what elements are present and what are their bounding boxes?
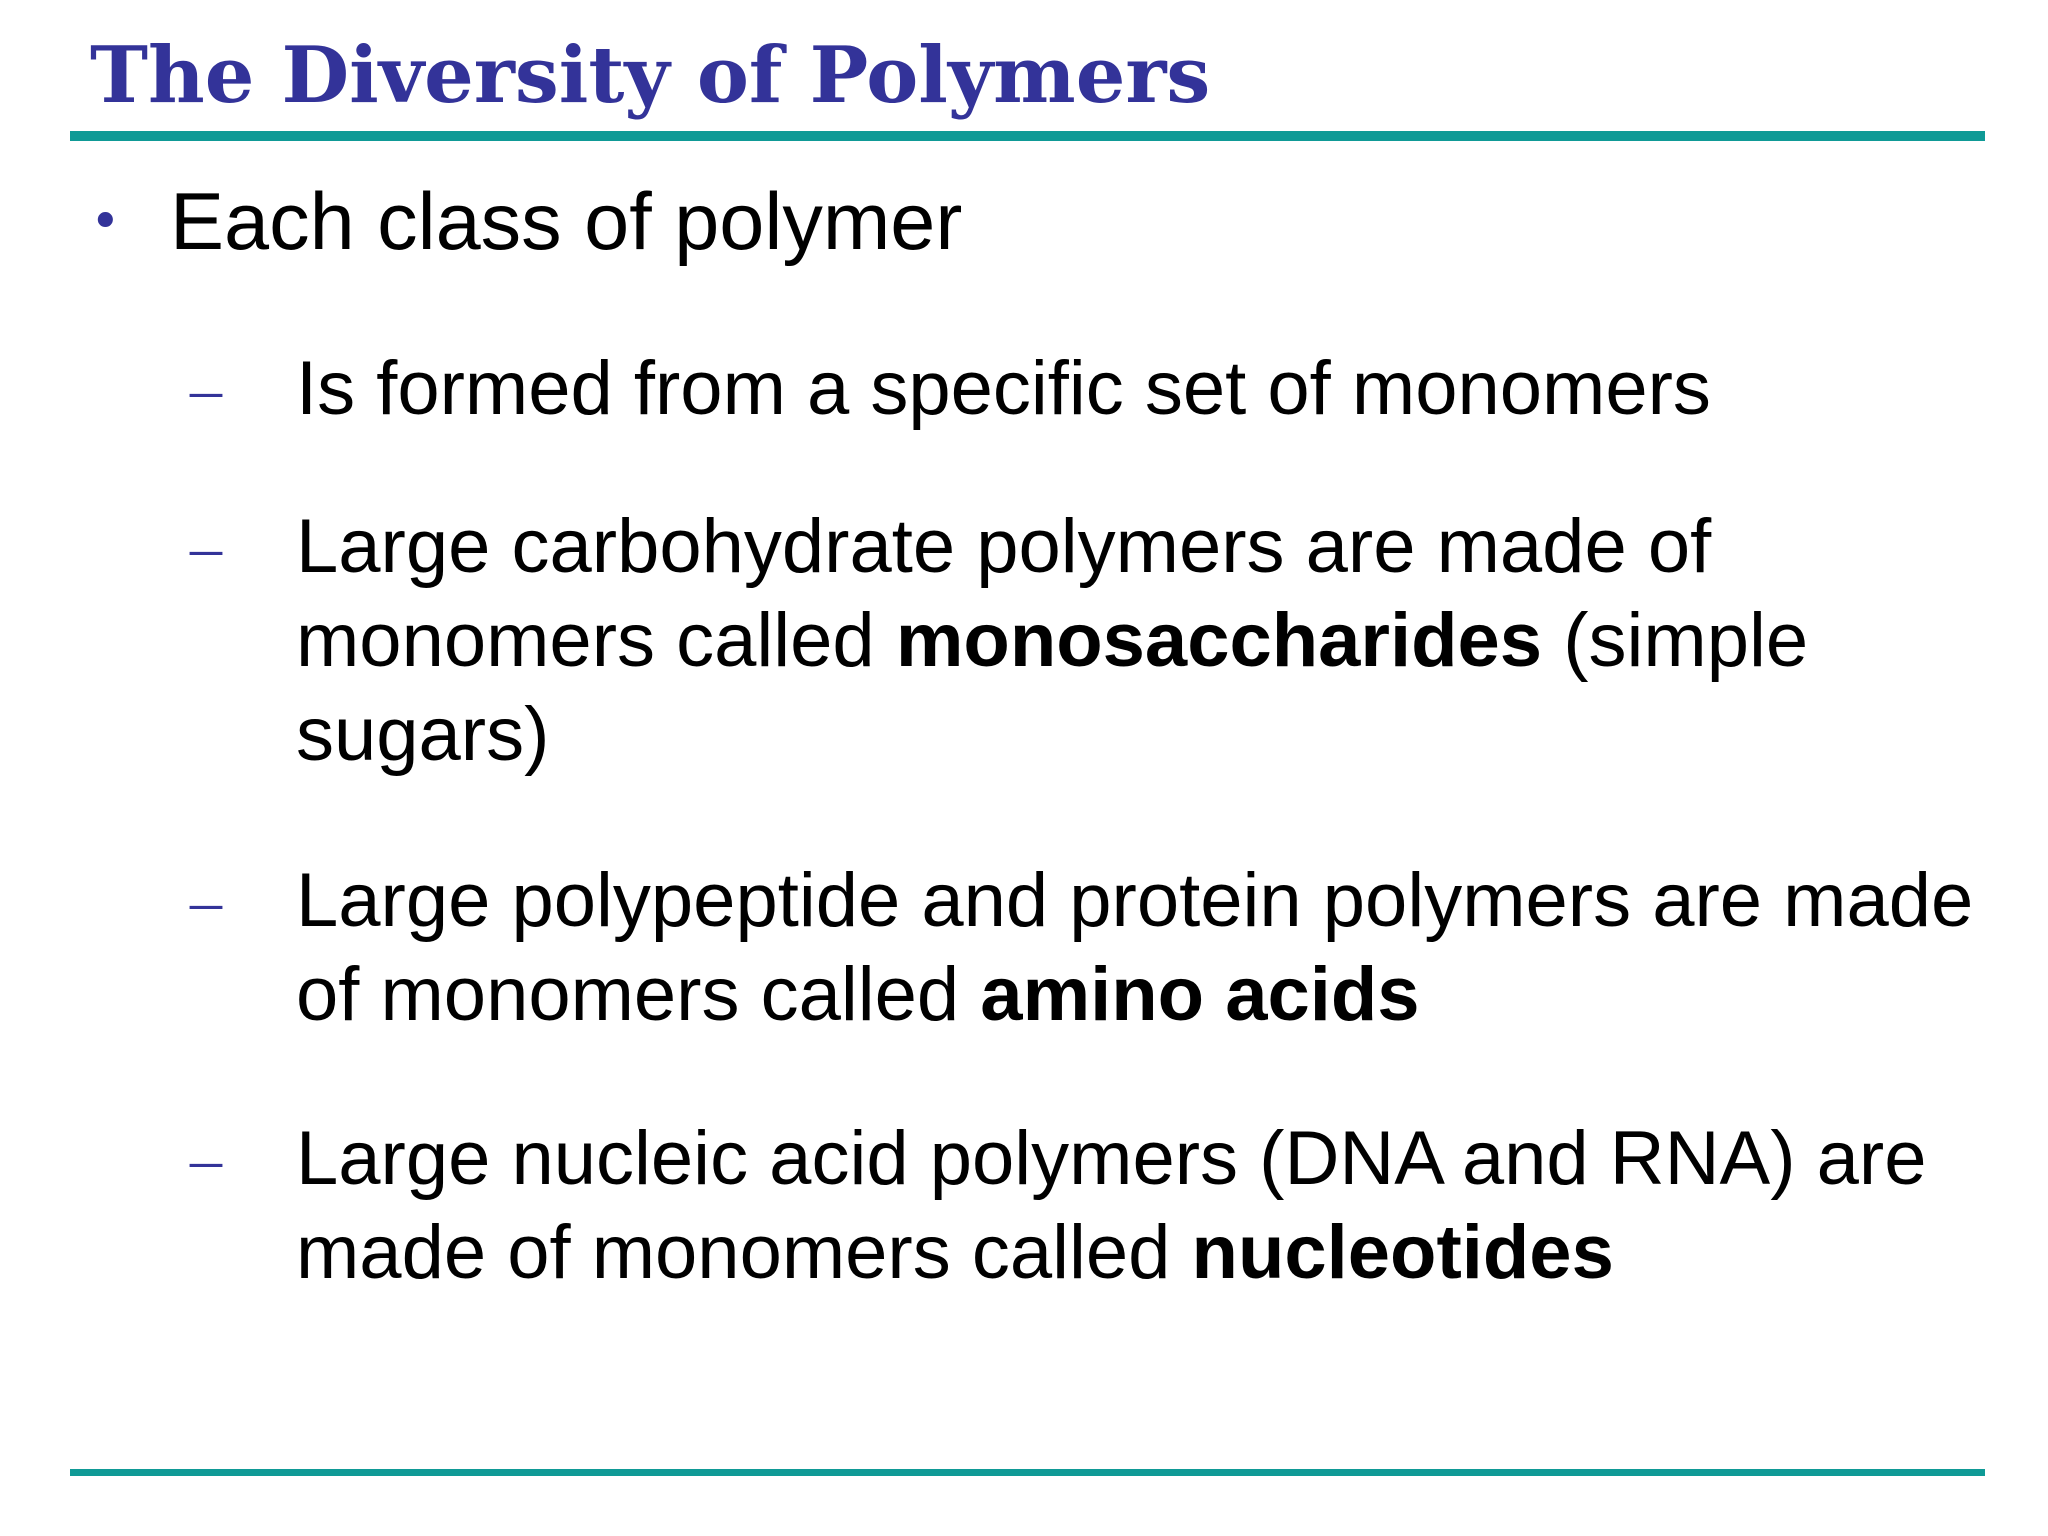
sub-item-proteins bbox=[190, 854, 1996, 1042]
footer-divider bbox=[70, 1469, 1985, 1476]
dash-marker: – bbox=[190, 1123, 222, 1194]
sub-item-text bbox=[296, 342, 1996, 436]
bullet-text: Each class of polymer bbox=[170, 177, 963, 267]
sub-item-text-plain: Large carbohydrate polymers are made of monomers called bbox=[296, 504, 1712, 683]
dash-marker: – bbox=[190, 353, 222, 424]
sub-item-formed-from-monomers bbox=[190, 342, 1996, 436]
slide-title: The Diversity of Polymers bbox=[90, 30, 1211, 121]
sub-item-text-plain: Is formed from a specific set of monomers bbox=[296, 346, 1711, 431]
sub-item-text-plain: Large polypeptide and protein polymers are made of monomers called bbox=[296, 858, 1974, 1037]
sub-item-text bbox=[296, 1112, 1996, 1300]
bullet-item bbox=[90, 178, 962, 266]
sub-item-nucleic-acids bbox=[190, 1112, 1996, 1300]
keyword-nucleotides: nucleotides bbox=[1191, 1210, 1614, 1295]
title-divider bbox=[70, 131, 1985, 141]
keyword-monosaccharides: monosaccharides bbox=[895, 598, 1543, 683]
dash-marker: – bbox=[190, 865, 222, 936]
sub-item-text bbox=[296, 854, 1996, 1042]
keyword-amino-acids: amino acids bbox=[980, 952, 1420, 1037]
bullet-marker: • bbox=[90, 192, 121, 252]
sub-item-text bbox=[296, 500, 1996, 782]
sub-item-carbohydrates bbox=[190, 500, 1996, 782]
sub-item-text-plain: (simple sugars) bbox=[296, 598, 1809, 777]
dash-marker: – bbox=[190, 511, 222, 582]
sub-item-text-plain: Large nucleic acid polymers (DNA and RNA) are made of monomers called bbox=[296, 1116, 1927, 1295]
